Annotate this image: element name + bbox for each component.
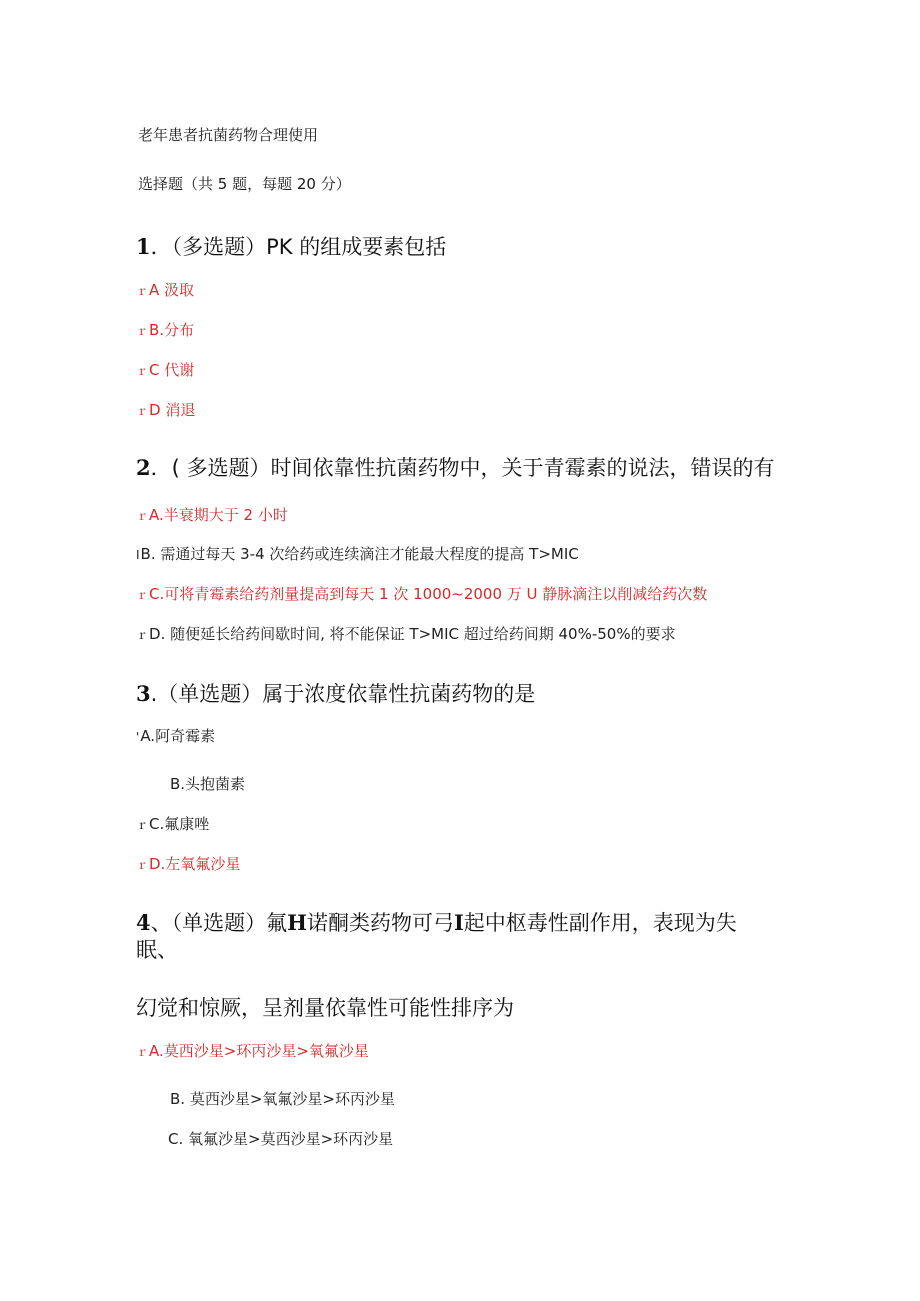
option-label: C.可将青霉素给药剂量提高到每天 1 次 1000~2000 万 U 静脉滴注以削减给药次数 <box>149 585 708 603</box>
radio-marker-icon: ｒ <box>136 509 149 523</box>
radio-marker-icon: ｒ <box>136 1045 149 1059</box>
question-3 <box>136 681 535 707</box>
option-1a[interactable] <box>136 281 194 299</box>
question-text: I <box>453 910 464 935</box>
radio-marker-icon: ｒ <box>136 404 149 418</box>
option-2b[interactable] <box>136 545 579 563</box>
option-2c[interactable] <box>136 585 707 603</box>
option-3d[interactable] <box>136 855 240 873</box>
radio-marker-icon: I <box>136 548 140 562</box>
option-label: A.莫西沙星>环丙沙星>氧氟沙星 <box>149 1042 369 1060</box>
option-3c[interactable] <box>136 815 209 833</box>
question-text: 诺酮类药物可弓 <box>306 911 454 935</box>
question-2 <box>136 455 775 481</box>
option-1b[interactable] <box>136 321 194 339</box>
question-number: 2 <box>136 455 151 480</box>
option-label: D. 随便延长给药间歇时间, 将不能保证 T>MIC 超过给药间期 40%-50%的要求 <box>149 625 676 643</box>
question-number: 4 <box>136 910 151 935</box>
question-text: .（单选题）属于浓度依靠性抗菌药物的是 <box>150 682 536 706</box>
option-1c[interactable] <box>136 361 194 379</box>
question-4 <box>136 910 737 936</box>
question-text: H <box>287 910 307 935</box>
question-4-continuation: 眠、 <box>136 938 178 962</box>
question-text: 、（单选题）氟 <box>150 911 288 935</box>
document-subtitle: 选择题（共 5 题，每题 20 分） <box>138 175 351 193</box>
option-label: C 代谢 <box>149 361 195 379</box>
option-label: C. 氧氟沙星>莫西沙星>环丙沙星 <box>168 1130 394 1148</box>
option-label: B. 莫西沙星>氧氟沙星>环丙沙星 <box>170 1090 395 1108</box>
radio-marker-icon: ｒ <box>136 284 149 298</box>
question-4-continuation: 幻觉和惊厥，呈剂量依靠性可能性排序为 <box>136 996 514 1020</box>
option-label: B.头抱菌素 <box>170 775 246 793</box>
option-3a[interactable] <box>136 727 215 745</box>
option-label: B.分布 <box>149 321 195 339</box>
option-label: A.阿奇霉素 <box>140 727 216 745</box>
radio-marker-icon: ｒ <box>136 324 149 338</box>
option-label: D 消退 <box>149 401 196 419</box>
question-number: 1 <box>136 234 151 259</box>
radio-marker-icon: ' <box>136 730 140 744</box>
radio-marker-icon: ｒ <box>136 588 149 602</box>
question-text: 起中枢毒性副作用，表现为失 <box>463 911 737 935</box>
option-2d[interactable] <box>136 625 676 643</box>
option-label: A.半衰期大于 2 小时 <box>149 506 288 524</box>
option-3b[interactable] <box>170 775 245 793</box>
radio-marker-icon: ｒ <box>136 858 149 872</box>
radio-marker-icon: ｒ <box>136 364 149 378</box>
option-2a[interactable] <box>136 506 288 524</box>
option-label: C.氟康唑 <box>149 815 210 833</box>
option-label: A 汲取 <box>149 281 195 299</box>
option-4b[interactable] <box>170 1090 395 1108</box>
radio-marker-icon: ｒ <box>136 628 149 642</box>
question-number: 3 <box>136 681 151 706</box>
option-label: D.左氧氟沙星 <box>149 855 241 873</box>
question-text: ．（多选题）PK 的组成要素包括 <box>150 235 447 259</box>
option-label: B. 需通过每天 3-4 次给药或连续滴注才能最大程度的提高 T>MIC <box>140 545 579 563</box>
question-text: ．( 多选题）时间依靠性抗菌药物中，关于青霉素的说法，错误的有 <box>150 456 775 480</box>
radio-marker-icon: ｒ <box>136 818 149 832</box>
option-4c[interactable] <box>168 1130 393 1148</box>
question-1 <box>136 234 446 260</box>
option-4a[interactable] <box>136 1042 369 1060</box>
document-title: 老年患者抗菌药物合理使用 <box>138 126 319 144</box>
option-1d[interactable] <box>136 401 195 419</box>
